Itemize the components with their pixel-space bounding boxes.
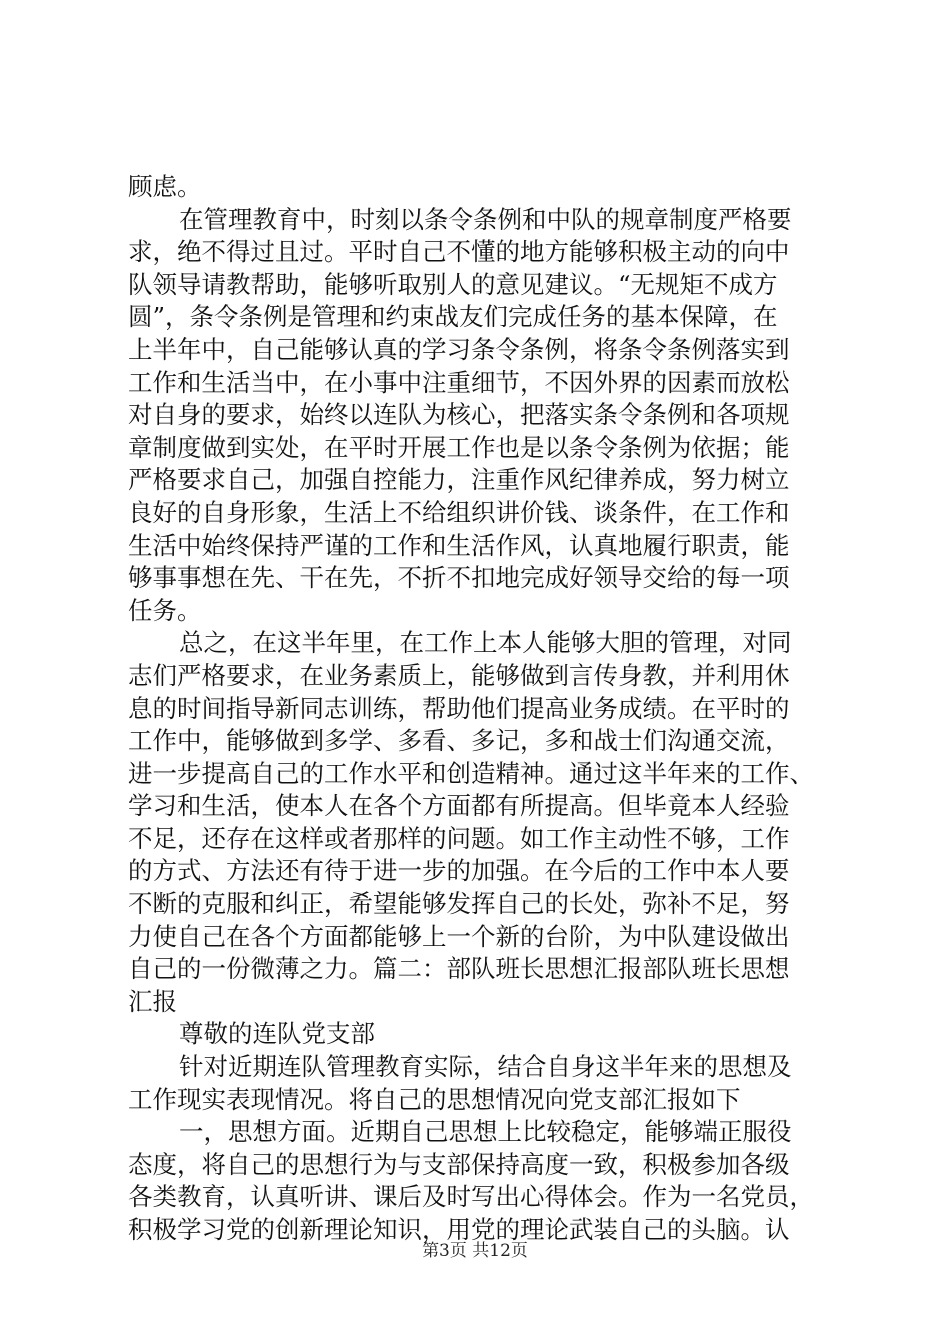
text-line: 良好的自身形象，生活上不给组织讲价钱、谈条件，在工作和 [128, 497, 790, 527]
text-line: 圆”，条令条例是管理和约束战友们完成任务的基本保障，在 [128, 302, 778, 332]
text-line: 在管理教育中，时刻以条令条例和中队的规章制度严格要 [179, 204, 792, 234]
text-line: 队领导请教帮助，能够听取别人的意见建议。“无规矩不成方 [128, 269, 778, 299]
text-line: 工作中，能够做到多学、多看、多记，多和战士们沟通交流， [128, 726, 790, 756]
text-line: 积极学习党的创新理论知识，用党的理论武装自己的头脑。认 [128, 1215, 790, 1244]
text-line: 工作现实表现情况。将自己的思想情况向党支部汇报如下 [128, 1084, 741, 1114]
text-line: 力使自己在各个方面都能够上一个新的台阶，为中队建设做出 [128, 921, 790, 951]
text-line: 一，思想方面。近期自己思想上比较稳定，能够端正服役 [179, 1117, 792, 1147]
text-line: 对自身的要求，始终以连队为核心，把落实条令条例和各项规 [128, 400, 790, 430]
text-line: 尊敬的连队党支部 [179, 1019, 375, 1049]
text-line: 不断的克服和纠正，希望能够发挥自己的长处，弥补不足，努 [128, 889, 790, 919]
text-line: 求，绝不得过且过。平时自己不懂的地方能够积极主动的向中 [128, 237, 790, 267]
text-line: 各类教育，认真听讲、课后及时写出心得体会。作为一名党员， [128, 1182, 814, 1212]
text-line: 章制度做到实处，在平时开展工作也是以条令条例为依据；能 [128, 432, 790, 462]
text-line: 汇报 [128, 986, 177, 1016]
text-line: 的方式、方法还有待于进一步的加强。在今后的工作中本人要 [128, 856, 790, 886]
text-line: 针对近期连队管理教育实际，结合自身这半年来的思想及 [179, 1052, 792, 1082]
text-line: 任务。 [128, 595, 202, 625]
text-line: 进一步提高自己的工作水平和创造精神。通过这半年来的工作、 [128, 758, 814, 788]
text-line: 够事事想在先、干在先，不折不扣地完成好领导交给的每一项 [128, 563, 790, 593]
text-line: 生活中始终保持严谨的工作和生活作风，认真地履行职责，能 [128, 530, 790, 560]
page-footer: 第3页 共12页 [422, 1241, 528, 1261]
text-line: 自己的一份微薄之力。篇二：部队班长思想汇报部队班长思想 [128, 954, 790, 984]
text-line: 态度，将自己的思想行为与支部保持高度一致，积极参加各级 [128, 1149, 790, 1179]
text-line: 工作和生活当中，在小事中注重细节，不因外界的因素而放松 [128, 367, 790, 397]
text-line: 上半年中，自己能够认真的学习条令条例，将条令条例落实到 [128, 334, 790, 364]
text-line: 息的时间指导新同志训练，帮助他们提高业务成绩。在平时的 [128, 693, 790, 723]
text-line: 志们严格要求，在业务素质上，能够做到言传身教，并利用休 [128, 660, 790, 690]
text-line: 总之，在这半年里，在工作上本人能够大胆的管理，对同 [179, 628, 792, 658]
text-line: 顾虑。 [128, 172, 202, 201]
text-line: 学习和生活，使本人在各个方面都有所提高。但毕竟本人经验 [128, 791, 790, 821]
text-line: 不足，还存在这样或者那样的问题。如工作主动性不够，工作 [128, 823, 790, 853]
text-line: 严格要求自己，加强自控能力，注重作风纪律养成，努力树立 [128, 465, 790, 495]
document-body [128, 171, 828, 1247]
